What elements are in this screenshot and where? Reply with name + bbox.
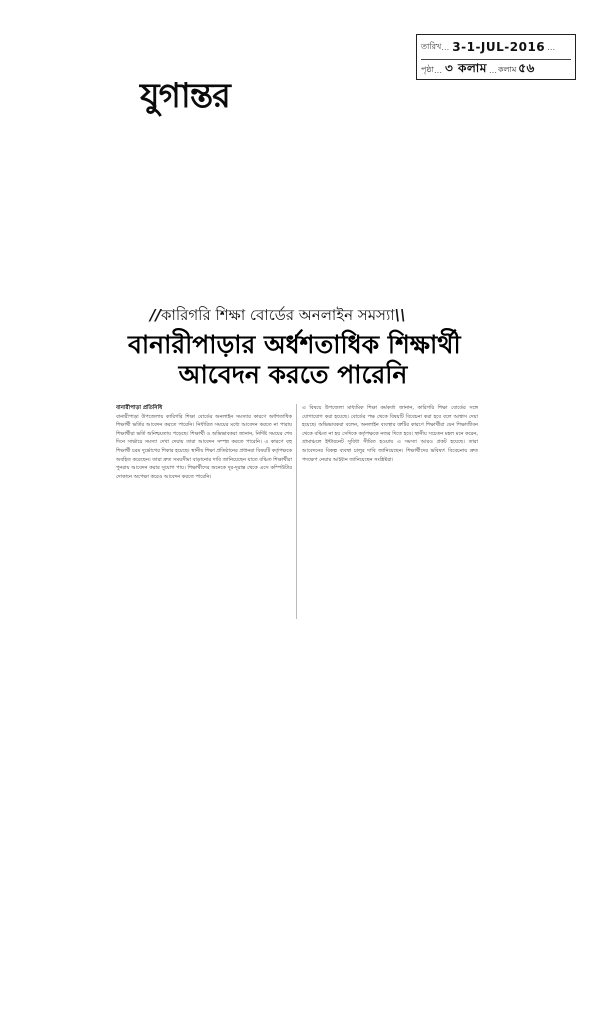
stamp-date-label: তারিখ <box>421 41 442 51</box>
stamp-date-row: তারিখ … 3-1-JUL-2016 … <box>421 40 557 54</box>
stamp-page-row: পৃষ্ঠা … ৩ কলাম … কলাম ৫৬ <box>421 59 571 78</box>
right-column-text: এ বিষয়ে উপজেলা মাধ্যমিক শিক্ষা কর্মকর্তা জানান, কারিগরি শিক্ষা বোর্ডের সঙ্গে যোগাযোগ করা হয়েছে। বোর্ডের পক্ষ থেকে বিষয়টি বিবেচনা করা হবে বলে আশ্বাস দেয়া হয়েছে। অভিভাবকরা বলেন, অনলাইন ব্যবস্থার ত্রুটির কারণে শিক্ষার্থীরা যেন শিক্ষাজীবন থেকে বঞ্চিত না হয় সেদিকে কর্তৃপক্ষকে নজর দিতে হবে। স্থানীয় সচেতন মহল মনে করেন, গ্রামাঞ্চলে ইন্টারনেট সুবিধা সীমিত হওয়ায় এ সমস্যা আরও প্রকট হয়েছে। তারা আবেদনের বিকল্প ব্যবস্থা চালুর দাবি জানিয়েছেন। শিক্ষার্থীদের ভবিষ্যৎ বিবেচনায় দ্রুত পদক্ষেপ নেয়ার আহ্বান জানিয়েছেন সংশ্লিষ্টরা। <box>302 405 478 463</box>
article-column-left <box>116 404 292 619</box>
article-headline <box>128 330 461 390</box>
article-kicker: //কারিগরি শিক্ষা বোর্ডের অনলাইন সমস্যা\\ <box>150 306 406 324</box>
column-divider <box>296 404 297 619</box>
newspaper-masthead: যুগান্তর <box>140 76 230 116</box>
stamp-date-value: 3-1-JUL-2016 <box>452 40 546 54</box>
article-kicker-text: কারিগরি শিক্ষা বোর্ডের অনলাইন সমস্যা <box>160 306 395 324</box>
stamp-page-value: ৩ কলাম <box>444 61 487 75</box>
left-column-text: বানারীপাড়া উপজেলায় কারিগরি শিক্ষা বোর্ডের অনলাইন সমস্যার কারণে অর্ধশতাধিক শিক্ষার্থী ভর্তির আবেদন করতে পারেনি। নির্ধারিত সময়ের মধ্যে আবেদন করতে না পারায় শিক্ষার্থীরা ভর্তি অনিশ্চয়তায় পড়েছে। শিক্ষার্থী ও অভিভাবকরা জানান, নির্দিষ্ট সময়ের শেষ দিনে সার্ভারে সমস্যা দেখা দেয়ায় তারা আবেদন সম্পন্ন করতে পারেনি। এ কারণে বহু শিক্ষার্থী চরম দুর্ভোগের শিকার হয়েছে। স্থানীয় শিক্ষা প্রতিষ্ঠানের প্রধানরা বিষয়টি কর্তৃপক্ষকে অবহিত করেছেন। তারা দ্রুত সময়সীমা বাড়ানোর দাবি জানিয়েছেন যাতে বঞ্চিত শিক্ষার্থীরা পুনরায় আবেদন করার সুযোগ পায়। শিক্ষার্থীদের অনেকে দূর-দূরান্ত থেকে এসে কম্পিউটার দোকানে অপেক্ষা করেও আবেদন করতে পারেনি। <box>116 413 292 480</box>
stamp-page-label: পৃষ্ঠা <box>421 64 434 74</box>
stamp-column-value: ৫৬ <box>518 61 535 75</box>
article-byline: বানারীপাড়া প্রতিনিধি <box>116 405 163 411</box>
stamp-column-label: কলাম <box>497 64 517 74</box>
article-column-right <box>302 404 478 619</box>
clipping-date-stamp <box>416 34 576 80</box>
headline-line-1: বানারীপাড়ার অর্ধশতাধিক শিক্ষার্থী <box>128 330 461 359</box>
article-body <box>116 404 478 619</box>
headline-line-2: আবেদন করতে পারেনি <box>178 360 408 389</box>
